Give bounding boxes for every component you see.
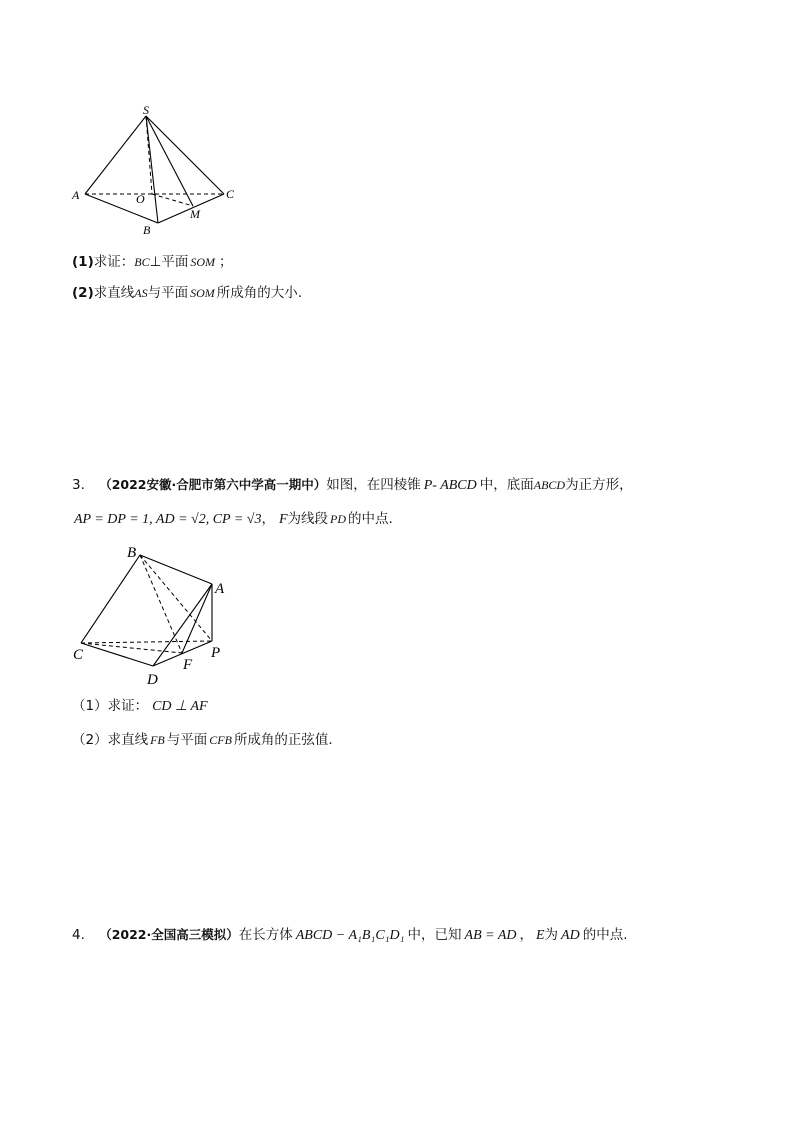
p3-question-2: （2）求直线 FB 与平面 CFB 所成角的正弦值. [72, 732, 333, 748]
label-o: O [136, 192, 145, 206]
label-a2: A [215, 581, 225, 597]
given-equations: AP = DP = 1, AD = √2, CP = √3 [74, 512, 262, 527]
label-a: A [72, 188, 80, 202]
p3-statement-line-2: AP = DP = 1, AD = √2, CP = √3， F为线段 PD 的中点. [74, 511, 393, 527]
label-b: B [143, 223, 151, 237]
p2-question-1: (1)求证：BC⊥平面 SOM ； [72, 254, 233, 270]
label-m: M [190, 207, 200, 221]
problem-source: （2022·全国高三模拟） [99, 927, 239, 942]
pyramid-figure-2 [65, 540, 245, 690]
label-p2: P [211, 645, 221, 661]
problem-source: （2022安徽·合肥市第六中学高一期中） [99, 477, 327, 492]
label-b2: B [127, 545, 137, 561]
p3-question-1: （1）求证： CD ⊥ AF [72, 698, 208, 714]
p2-question-2: (2)求直线AS与平面 SOM 所成角的大小. [72, 285, 303, 301]
p4-statement: 4. （2022·全国高三模拟）在长方体 ABCD − A₁B₁C₁D₁ 中，已知 AB = AD ， E为 AD 的中点. [72, 927, 628, 943]
label-c: C [226, 187, 235, 201]
label-c2: C [73, 647, 84, 663]
p3-statement-line-1: 3. （2022安徽·合肥市第六中学高一期中）如图，在四棱锥 P- ABCD 中，底面ABCD为正方形， [72, 477, 633, 493]
label-f2: F [183, 657, 193, 673]
problem-number: 4. [72, 927, 85, 943]
problem-number: 3. [72, 477, 85, 493]
label-d2: D [147, 672, 158, 688]
label-s: S [143, 103, 149, 117]
pyramid-figure-1 [60, 100, 260, 240]
